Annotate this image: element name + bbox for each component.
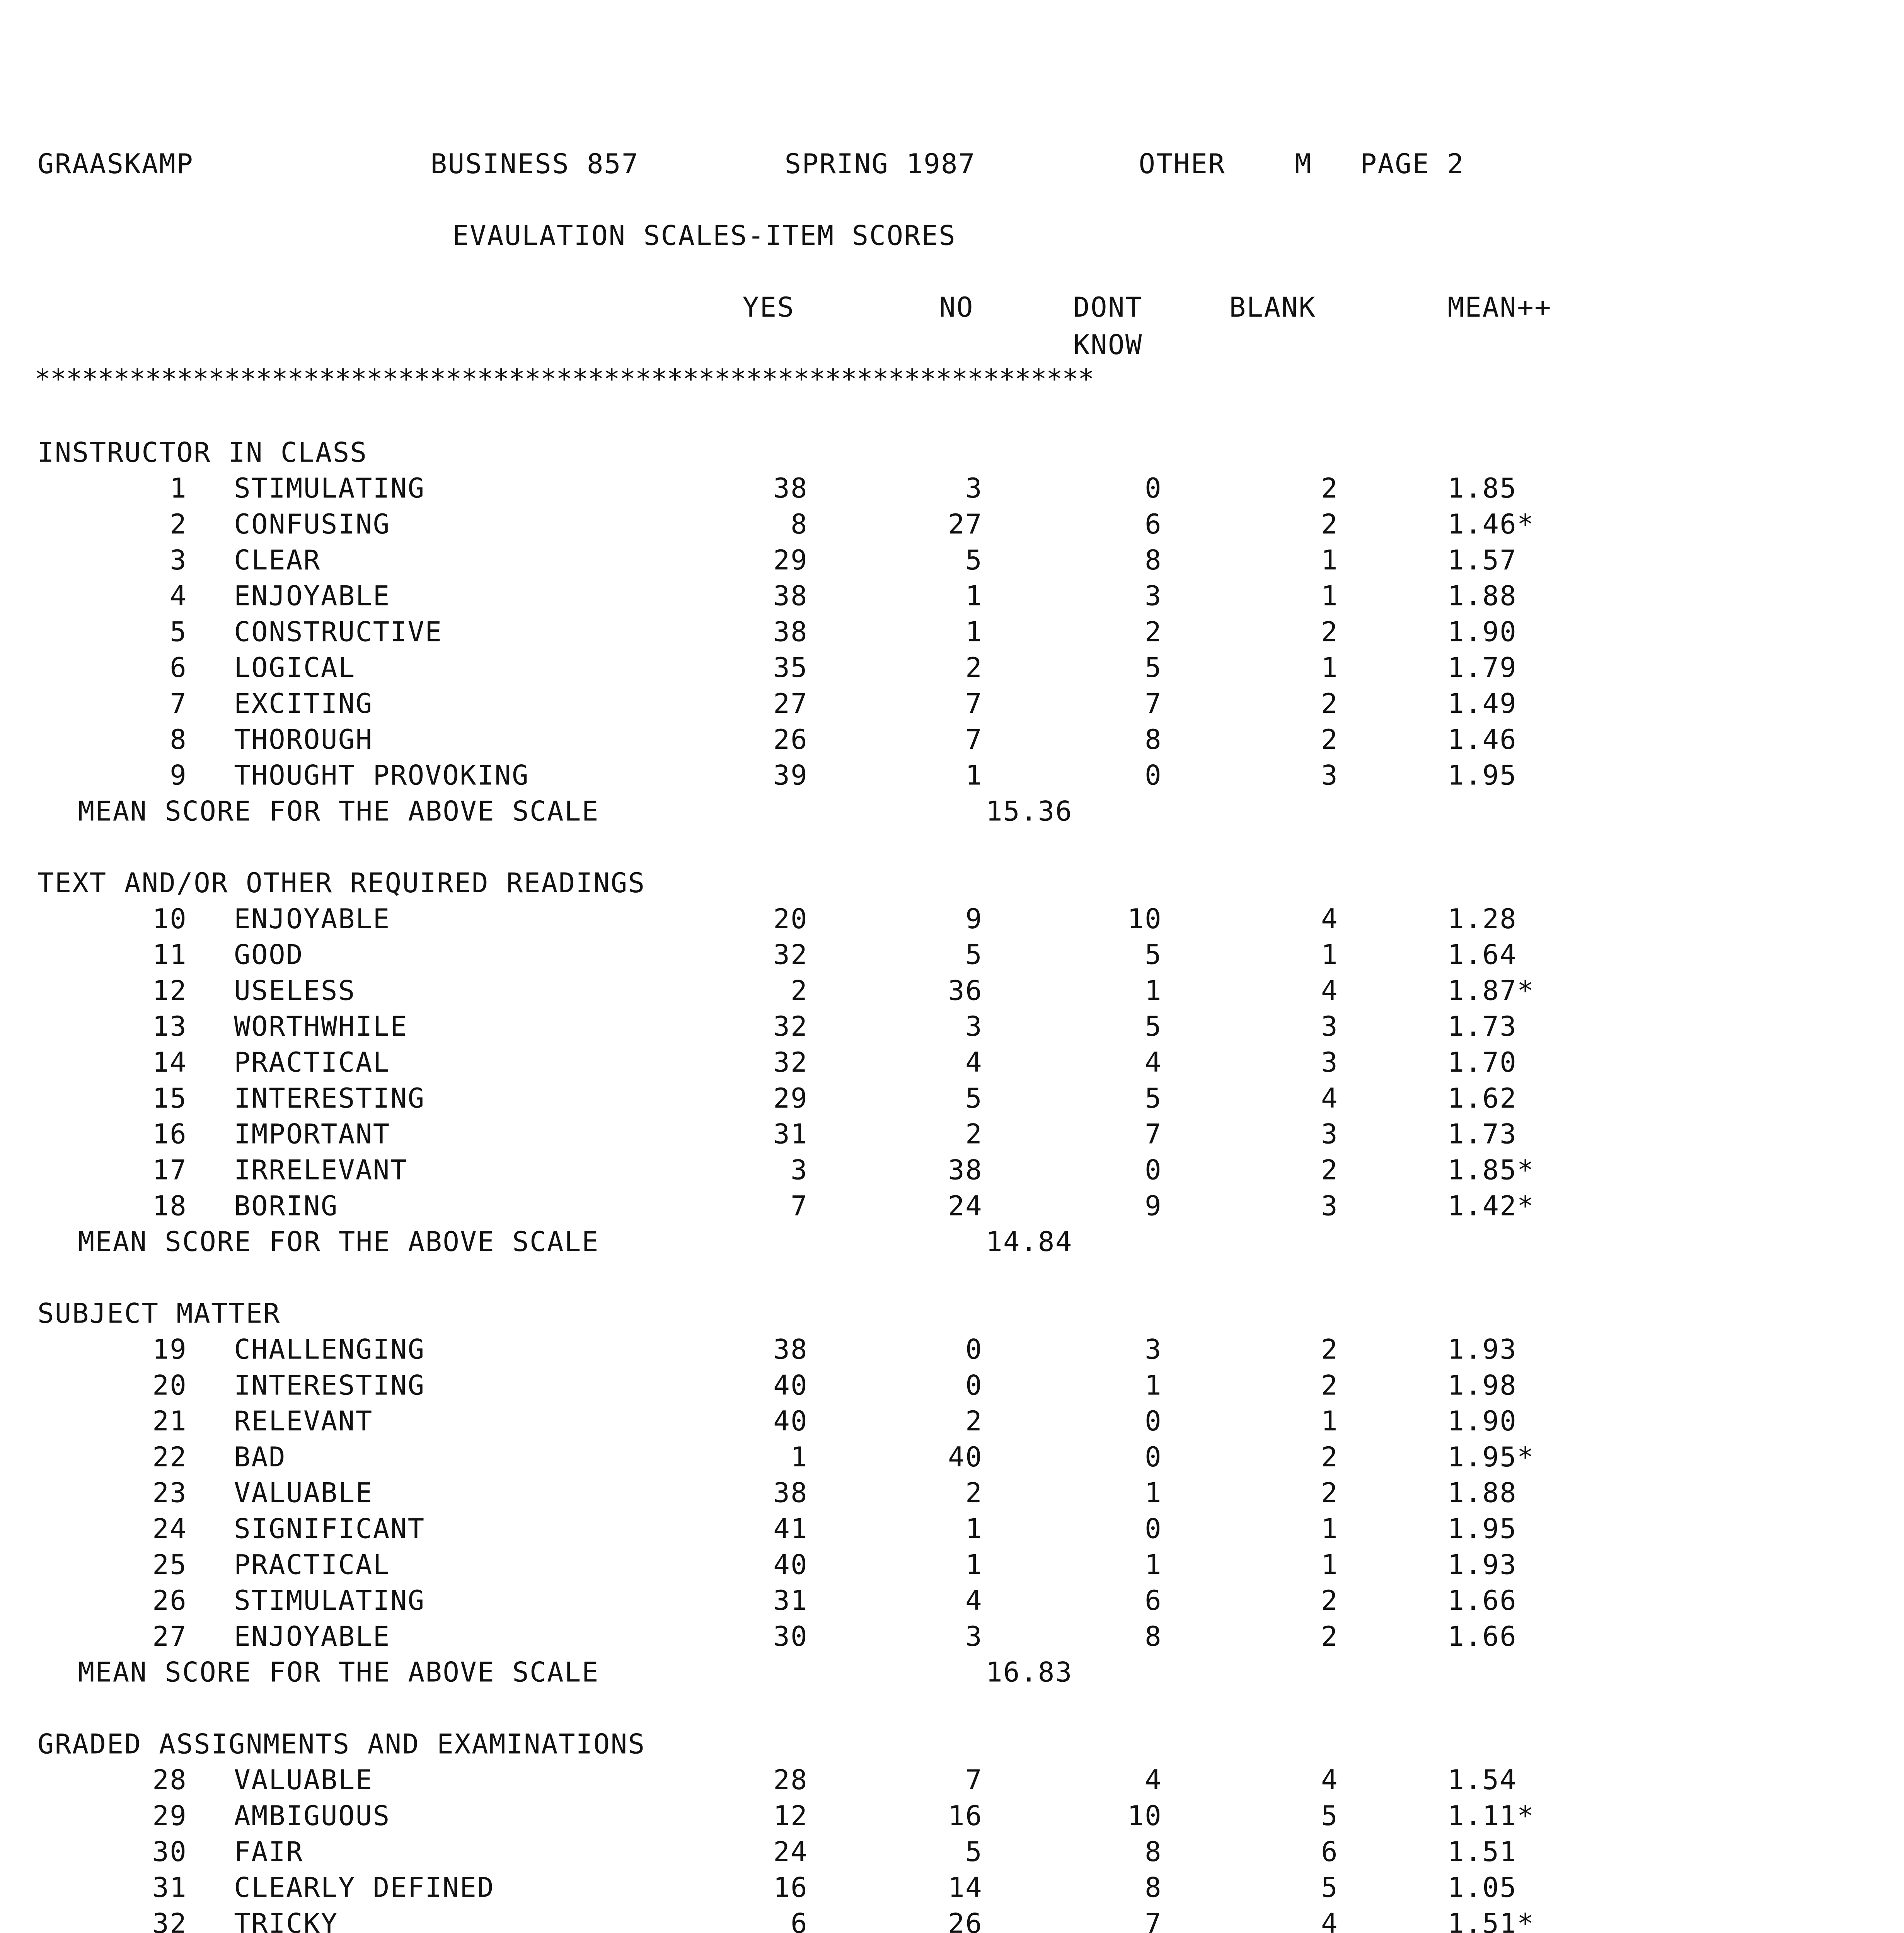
item-mean: 1.66 bbox=[1447, 1622, 1517, 1654]
no-count: 5 bbox=[965, 1084, 983, 1116]
item-number: 29 bbox=[152, 1802, 188, 1833]
dont-know-count: 8 bbox=[1145, 546, 1163, 577]
no-count: 27 bbox=[948, 510, 983, 542]
item-mean: 1.73 bbox=[1447, 1012, 1517, 1044]
instructor-name: GRAASKAMP bbox=[37, 150, 194, 181]
no-count: 14 bbox=[948, 1873, 983, 1905]
item-mean: 1.73 bbox=[1447, 1120, 1517, 1151]
item-number: 1 bbox=[170, 474, 188, 506]
yes-count: 38 bbox=[773, 1335, 808, 1367]
item-number: 27 bbox=[152, 1622, 188, 1654]
no-count: 1 bbox=[965, 1550, 983, 1582]
dont-know-count: 3 bbox=[1145, 1335, 1163, 1367]
scale-mean-label: MEAN SCORE FOR THE ABOVE SCALE bbox=[78, 1227, 599, 1259]
no-count: 1 bbox=[965, 582, 983, 613]
item-number: 32 bbox=[152, 1909, 188, 1933]
blank-count: 2 bbox=[1321, 1335, 1339, 1367]
blank-count: 1 bbox=[1321, 653, 1339, 685]
yes-count: 40 bbox=[773, 1550, 808, 1582]
blank-count: 2 bbox=[1321, 689, 1339, 721]
item-label: CHALLENGING bbox=[234, 1335, 425, 1367]
page-number: PAGE 2 bbox=[1360, 150, 1465, 181]
item-number: 28 bbox=[152, 1766, 188, 1797]
blank-count: 3 bbox=[1321, 1192, 1339, 1223]
item-label: AMBIGUOUS bbox=[234, 1802, 390, 1833]
item-label: ENJOYABLE bbox=[234, 1622, 390, 1654]
item-label: INTERESTING bbox=[234, 1084, 425, 1116]
dont-know-count: 8 bbox=[1145, 1838, 1163, 1869]
dont-know-count: 3 bbox=[1145, 582, 1163, 613]
no-count: 3 bbox=[965, 1622, 983, 1654]
no-count: 4 bbox=[965, 1048, 983, 1080]
item-label: SIGNIFICANT bbox=[234, 1514, 425, 1546]
yes-count: 40 bbox=[773, 1371, 808, 1403]
scale-mean-value: 14.84 bbox=[986, 1227, 1073, 1259]
item-number: 6 bbox=[170, 653, 188, 685]
dont-know-count: 0 bbox=[1145, 761, 1163, 793]
item-label: STIMULATING bbox=[234, 1586, 425, 1618]
no-count: 3 bbox=[965, 1012, 983, 1044]
item-mean: 1.95 bbox=[1447, 1514, 1517, 1546]
yes-count: 38 bbox=[773, 1479, 808, 1510]
dont-know-count: 10 bbox=[1127, 905, 1163, 936]
no-count: 9 bbox=[965, 905, 983, 936]
blank-count: 1 bbox=[1321, 1407, 1339, 1439]
item-label: VALUABLE bbox=[234, 1766, 373, 1797]
blank-count: 6 bbox=[1321, 1838, 1339, 1869]
item-number: 7 bbox=[170, 689, 188, 721]
item-label: STIMULATING bbox=[234, 474, 425, 506]
yes-count: 41 bbox=[773, 1514, 808, 1546]
dont-know-count: 1 bbox=[1145, 1550, 1163, 1582]
asterisk-divider: ******************************************************************* bbox=[34, 365, 1094, 396]
item-number: 20 bbox=[152, 1371, 188, 1403]
no-count: 3 bbox=[965, 474, 983, 506]
dont-know-count: 4 bbox=[1145, 1766, 1163, 1797]
dont-know-count: 7 bbox=[1145, 1909, 1163, 1933]
column-header-mean: MEAN++ bbox=[1447, 293, 1552, 325]
dont-know-count: 4 bbox=[1145, 1048, 1163, 1080]
dont-know-count: 5 bbox=[1145, 1012, 1163, 1044]
item-mean: 1.88 bbox=[1447, 582, 1517, 613]
blank-count: 1 bbox=[1321, 1514, 1339, 1546]
blank-count: 4 bbox=[1321, 976, 1339, 1008]
item-mean: 1.51 bbox=[1447, 1838, 1517, 1869]
no-count: 26 bbox=[948, 1909, 983, 1933]
no-count: 36 bbox=[948, 976, 983, 1008]
dont-know-count: 6 bbox=[1145, 1586, 1163, 1618]
item-mean: 1.54 bbox=[1447, 1766, 1517, 1797]
yes-count: 7 bbox=[791, 1192, 808, 1223]
item-label: FAIR bbox=[234, 1838, 303, 1869]
item-mean: 1.95* bbox=[1447, 1443, 1535, 1474]
section-title: TEXT AND/OR OTHER REQUIRED READINGS bbox=[37, 869, 646, 900]
yes-count: 30 bbox=[773, 1622, 808, 1654]
dont-know-count: 2 bbox=[1145, 617, 1163, 649]
column-header-dont-know-2: KNOW bbox=[1073, 331, 1143, 362]
item-label: GOOD bbox=[234, 941, 303, 972]
item-mean: 1.87* bbox=[1447, 976, 1535, 1008]
item-label: ENJOYABLE bbox=[234, 905, 390, 936]
blank-count: 1 bbox=[1321, 582, 1339, 613]
no-count: 7 bbox=[965, 689, 983, 721]
no-count: 2 bbox=[965, 1120, 983, 1151]
blank-count: 4 bbox=[1321, 1766, 1339, 1797]
item-mean: 1.49 bbox=[1447, 689, 1517, 721]
item-mean: 1.88 bbox=[1447, 1479, 1517, 1510]
item-mean: 1.05 bbox=[1447, 1873, 1517, 1905]
item-label: CONFUSING bbox=[234, 510, 390, 542]
no-count: 38 bbox=[948, 1156, 983, 1187]
item-number: 11 bbox=[152, 941, 188, 972]
yes-count: 27 bbox=[773, 689, 808, 721]
dont-know-count: 0 bbox=[1145, 1514, 1163, 1546]
item-number: 30 bbox=[152, 1838, 188, 1869]
scale-mean-value: 16.83 bbox=[986, 1658, 1073, 1689]
dont-know-count: 5 bbox=[1145, 941, 1163, 972]
yes-count: 28 bbox=[773, 1766, 808, 1797]
item-number: 15 bbox=[152, 1084, 188, 1116]
item-label: RELEVANT bbox=[234, 1407, 373, 1439]
yes-count: 38 bbox=[773, 617, 808, 649]
item-mean: 1.28 bbox=[1447, 905, 1517, 936]
dont-know-count: 1 bbox=[1145, 1479, 1163, 1510]
item-mean: 1.90 bbox=[1447, 617, 1517, 649]
term: SPRING 1987 bbox=[784, 150, 976, 181]
item-label: IMPORTANT bbox=[234, 1120, 390, 1151]
item-number: 3 bbox=[170, 546, 188, 577]
dont-know-count: 5 bbox=[1145, 1084, 1163, 1116]
blank-count: 2 bbox=[1321, 617, 1339, 649]
item-label: THOROUGH bbox=[234, 725, 373, 757]
yes-count: 3 bbox=[791, 1156, 808, 1187]
dont-know-count: 1 bbox=[1145, 976, 1163, 1008]
item-label: WORTHWHILE bbox=[234, 1012, 408, 1044]
item-number: 18 bbox=[152, 1192, 188, 1223]
blank-count: 3 bbox=[1321, 761, 1339, 793]
item-mean: 1.57 bbox=[1447, 546, 1517, 577]
item-label: IRRELEVANT bbox=[234, 1156, 408, 1187]
item-label: BAD bbox=[234, 1443, 286, 1474]
item-mean: 1.62 bbox=[1447, 1084, 1517, 1116]
item-mean: 1.85 bbox=[1447, 474, 1517, 506]
yes-count: 38 bbox=[773, 582, 808, 613]
item-label: VALUABLE bbox=[234, 1479, 373, 1510]
item-label: PRACTICAL bbox=[234, 1048, 390, 1080]
item-number: 26 bbox=[152, 1586, 188, 1618]
dont-know-count: 8 bbox=[1145, 1873, 1163, 1905]
item-mean: 1.46* bbox=[1447, 510, 1535, 542]
blank-count: 5 bbox=[1321, 1802, 1339, 1833]
no-count: 5 bbox=[965, 546, 983, 577]
yes-count: 40 bbox=[773, 1407, 808, 1439]
yes-count: 35 bbox=[773, 653, 808, 685]
dont-know-count: 8 bbox=[1145, 1622, 1163, 1654]
yes-count: 32 bbox=[773, 1048, 808, 1080]
scale-mean-label: MEAN SCORE FOR THE ABOVE SCALE bbox=[78, 797, 599, 828]
item-label: ENJOYABLE bbox=[234, 582, 390, 613]
blank-count: 2 bbox=[1321, 1443, 1339, 1474]
course-name: BUSINESS 857 bbox=[430, 150, 639, 181]
item-mean: 1.98 bbox=[1447, 1371, 1517, 1403]
no-count: 40 bbox=[948, 1443, 983, 1474]
item-number: 14 bbox=[152, 1048, 188, 1080]
blank-count: 3 bbox=[1321, 1012, 1339, 1044]
blank-count: 5 bbox=[1321, 1873, 1339, 1905]
blank-count: 1 bbox=[1321, 1550, 1339, 1582]
item-number: 24 bbox=[152, 1514, 188, 1546]
scale-mean-value: 15.36 bbox=[986, 797, 1073, 828]
item-number: 17 bbox=[152, 1156, 188, 1187]
blank-count: 4 bbox=[1321, 905, 1339, 936]
blank-count: 4 bbox=[1321, 1084, 1339, 1116]
item-number: 19 bbox=[152, 1335, 188, 1367]
dont-know-count: 0 bbox=[1145, 1407, 1163, 1439]
item-label: CLEARLY DEFINED bbox=[234, 1873, 495, 1905]
yes-count: 20 bbox=[773, 905, 808, 936]
item-label: PRACTICAL bbox=[234, 1550, 390, 1582]
item-number: 25 bbox=[152, 1550, 188, 1582]
item-number: 31 bbox=[152, 1873, 188, 1905]
no-count: 16 bbox=[948, 1802, 983, 1833]
group-code: M bbox=[1295, 150, 1313, 181]
item-mean: 1.85* bbox=[1447, 1156, 1535, 1187]
item-label: THOUGHT PROVOKING bbox=[234, 761, 530, 793]
item-mean: 1.66 bbox=[1447, 1586, 1517, 1618]
no-count: 5 bbox=[965, 1838, 983, 1869]
blank-count: 2 bbox=[1321, 1479, 1339, 1510]
yes-count: 26 bbox=[773, 725, 808, 757]
blank-count: 2 bbox=[1321, 1156, 1339, 1187]
item-mean: 1.93 bbox=[1447, 1550, 1517, 1582]
blank-count: 3 bbox=[1321, 1048, 1339, 1080]
item-number: 16 bbox=[152, 1120, 188, 1151]
yes-count: 24 bbox=[773, 1838, 808, 1869]
dont-know-count: 0 bbox=[1145, 474, 1163, 506]
dont-know-count: 0 bbox=[1145, 1156, 1163, 1187]
column-header-yes: YES bbox=[742, 293, 795, 325]
yes-count: 16 bbox=[773, 1873, 808, 1905]
item-mean: 1.95 bbox=[1447, 761, 1517, 793]
scale-mean-label: MEAN SCORE FOR THE ABOVE SCALE bbox=[78, 1658, 599, 1689]
item-number: 21 bbox=[152, 1407, 188, 1439]
blank-count: 1 bbox=[1321, 941, 1339, 972]
yes-count: 8 bbox=[791, 510, 808, 542]
item-number: 22 bbox=[152, 1443, 188, 1474]
item-mean: 1.46 bbox=[1447, 725, 1517, 757]
no-count: 2 bbox=[965, 1479, 983, 1510]
yes-count: 31 bbox=[773, 1586, 808, 1618]
section-title: INSTRUCTOR IN CLASS bbox=[37, 438, 368, 470]
dont-know-count: 1 bbox=[1145, 1371, 1163, 1403]
item-label: TRICKY bbox=[234, 1909, 338, 1933]
yes-count: 31 bbox=[773, 1120, 808, 1151]
no-count: 7 bbox=[965, 725, 983, 757]
no-count: 1 bbox=[965, 761, 983, 793]
dont-know-count: 10 bbox=[1127, 1802, 1163, 1833]
no-count: 24 bbox=[948, 1192, 983, 1223]
item-label: EXCITING bbox=[234, 689, 373, 721]
item-label: USELESS bbox=[234, 976, 356, 1008]
item-mean: 1.11* bbox=[1447, 1802, 1535, 1833]
dont-know-count: 8 bbox=[1145, 725, 1163, 757]
no-count: 5 bbox=[965, 941, 983, 972]
blank-count: 1 bbox=[1321, 546, 1339, 577]
dont-know-count: 7 bbox=[1145, 689, 1163, 721]
no-count: 1 bbox=[965, 1514, 983, 1546]
item-mean: 1.93 bbox=[1447, 1335, 1517, 1367]
item-number: 23 bbox=[152, 1479, 188, 1510]
blank-count: 2 bbox=[1321, 1622, 1339, 1654]
no-count: 1 bbox=[965, 617, 983, 649]
dont-know-count: 9 bbox=[1145, 1192, 1163, 1223]
item-mean: 1.79 bbox=[1447, 653, 1517, 685]
item-number: 13 bbox=[152, 1012, 188, 1044]
no-count: 4 bbox=[965, 1586, 983, 1618]
yes-count: 2 bbox=[791, 976, 808, 1008]
item-number: 12 bbox=[152, 976, 188, 1008]
report-subtitle: EVAULATION SCALES-ITEM SCORES bbox=[452, 221, 956, 253]
blank-count: 3 bbox=[1321, 1120, 1339, 1151]
item-number: 8 bbox=[170, 725, 188, 757]
item-number: 5 bbox=[170, 617, 188, 649]
yes-count: 6 bbox=[791, 1909, 808, 1933]
yes-count: 32 bbox=[773, 941, 808, 972]
yes-count: 29 bbox=[773, 1084, 808, 1116]
no-count: 2 bbox=[965, 1407, 983, 1439]
item-mean: 1.51* bbox=[1447, 1909, 1535, 1933]
group-label: OTHER bbox=[1139, 150, 1226, 181]
dont-know-count: 7 bbox=[1145, 1120, 1163, 1151]
item-mean: 1.70 bbox=[1447, 1048, 1517, 1080]
blank-count: 2 bbox=[1321, 725, 1339, 757]
item-label: CLEAR bbox=[234, 546, 321, 577]
blank-count: 4 bbox=[1321, 1909, 1339, 1933]
yes-count: 12 bbox=[773, 1802, 808, 1833]
yes-count: 29 bbox=[773, 546, 808, 577]
blank-count: 2 bbox=[1321, 474, 1339, 506]
item-number: 10 bbox=[152, 905, 188, 936]
yes-count: 38 bbox=[773, 474, 808, 506]
section-title: GRADED ASSIGNMENTS AND EXAMINATIONS bbox=[37, 1730, 646, 1761]
item-label: BORING bbox=[234, 1192, 338, 1223]
blank-count: 2 bbox=[1321, 1371, 1339, 1403]
column-header-dont-know: DONT bbox=[1073, 293, 1143, 325]
no-count: 0 bbox=[965, 1371, 983, 1403]
section-title: SUBJECT MATTER bbox=[37, 1299, 281, 1331]
no-count: 7 bbox=[965, 1766, 983, 1797]
no-count: 0 bbox=[965, 1335, 983, 1367]
dont-know-count: 0 bbox=[1145, 1443, 1163, 1474]
dont-know-count: 5 bbox=[1145, 653, 1163, 685]
item-mean: 1.64 bbox=[1447, 941, 1517, 972]
column-header-no: NO bbox=[939, 293, 974, 325]
item-label: LOGICAL bbox=[234, 653, 356, 685]
blank-count: 2 bbox=[1321, 510, 1339, 542]
item-label: INTERESTING bbox=[234, 1371, 425, 1403]
blank-count: 2 bbox=[1321, 1586, 1339, 1618]
yes-count: 1 bbox=[791, 1443, 808, 1474]
item-mean: 1.90 bbox=[1447, 1407, 1517, 1439]
item-number: 9 bbox=[170, 761, 188, 793]
dont-know-count: 6 bbox=[1145, 510, 1163, 542]
yes-count: 32 bbox=[773, 1012, 808, 1044]
item-mean: 1.42* bbox=[1447, 1192, 1535, 1223]
no-count: 2 bbox=[965, 653, 983, 685]
yes-count: 39 bbox=[773, 761, 808, 793]
item-number: 2 bbox=[170, 510, 188, 542]
item-label: CONSTRUCTIVE bbox=[234, 617, 443, 649]
column-header-blank: BLANK bbox=[1229, 293, 1316, 325]
item-number: 4 bbox=[170, 582, 188, 613]
